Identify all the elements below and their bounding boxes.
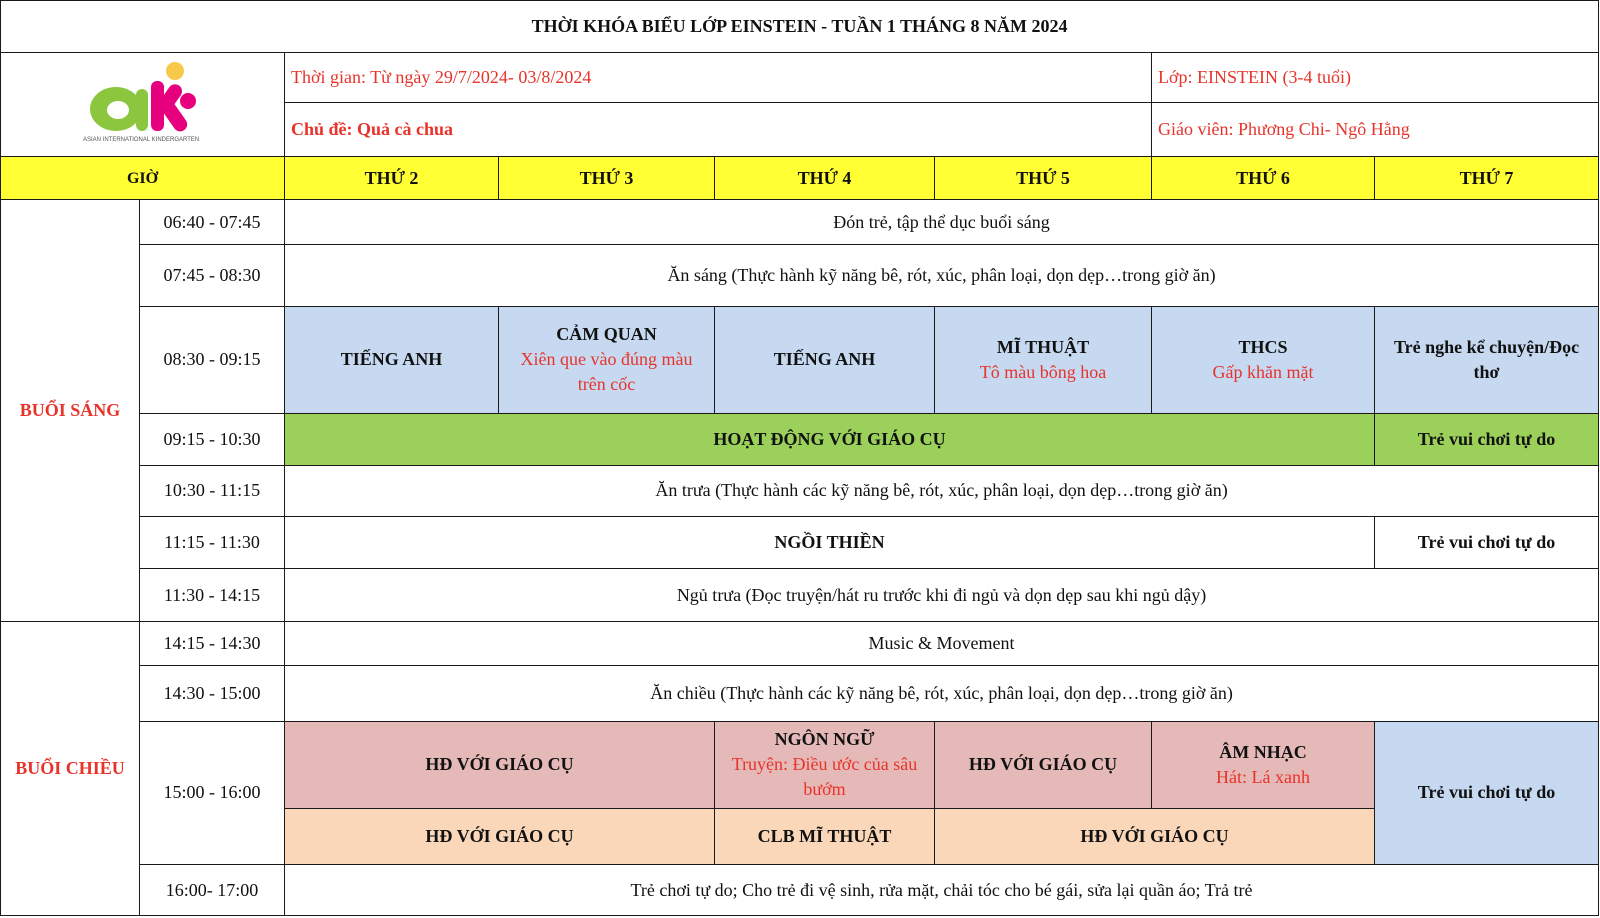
info-teacher: Giáo viên: Phương Chi- Ngô Hằng [1152, 103, 1599, 157]
activity-title: TIẾNG ANH [340, 349, 443, 370]
activity-title: TIẾNG ANH [773, 349, 876, 370]
activity-title: THCS [1238, 336, 1288, 357]
activity-detail: Hát: Lá xanh [1216, 766, 1310, 787]
activity-cell: Ăn chiều (Thực hành các kỹ năng bê, rót, xúc, phân loại, dọn dẹp…trong giờ ăn) [285, 665, 1599, 721]
activity-cell: NGỒI THIỀN [285, 517, 1375, 569]
page-title: THỜI KHÓA BIỂU LỚP EINSTEIN - TUẦN 1 THÁNG 8 NĂM 2024 [1, 1, 1599, 53]
activity-detail: Gấp khăn mặt [1212, 361, 1314, 382]
activity-cell: CLB MĨ THUẬT [715, 808, 935, 865]
activity-cell: HĐ VỚI GIÁO CỤ [285, 808, 715, 865]
activity-cell [499, 306, 715, 413]
aik-logo-icon [78, 61, 208, 147]
activity-cell: Trẻ vui chơi tự do [1375, 517, 1599, 569]
time-slot: 11:15 - 11:30 [140, 517, 285, 569]
time-slot: 06:40 - 07:45 [140, 200, 285, 245]
session-morning: BUỔI SÁNG [1, 200, 140, 622]
activity-cell: HĐ VỚI GIÁO CỤ [935, 808, 1375, 865]
activity-cell [1152, 721, 1375, 808]
activity-cell: Music & Movement [285, 622, 1599, 666]
activity-cell: Ăn sáng (Thực hành kỹ năng bê, rót, xúc, phân loại, dọn dẹp…trong giờ ăn) [285, 244, 1599, 306]
activity-cell: Trẻ chơi tự do; Cho trẻ đi vệ sinh, rửa mặt, chải tóc cho bé gái, sửa lại quần áo; Trả trẻ [285, 865, 1599, 916]
activity-title: NGÔN NGỮ [774, 729, 875, 750]
activity-title: Trẻ nghe kể chuyện/Đọc thơ [1393, 336, 1580, 382]
time-slot: 09:15 - 10:30 [140, 413, 285, 465]
time-slot: 15:00 - 16:00 [140, 721, 285, 865]
activity-cell [1375, 306, 1599, 413]
activity-cell: Đón trẻ, tập thể dục buổi sáng [285, 200, 1599, 245]
activity-cell: Trẻ vui chơi tự do [1375, 721, 1599, 865]
activity-detail: Xiên que vào đúng màu trên cốc [520, 349, 693, 395]
time-slot: 10:30 - 11:15 [140, 465, 285, 517]
info-theme: Chủ đề: Quả cà chua [285, 103, 1152, 157]
time-slot: 16:00- 17:00 [140, 865, 285, 916]
session-afternoon: BUỔI CHIỀU [1, 622, 140, 916]
header-day: THỨ 4 [715, 156, 935, 200]
activity-cell [715, 306, 935, 413]
activity-cell: Ăn trưa (Thực hành các kỹ năng bê, rót, xúc, phân loại, dọn dẹp…trong giờ ăn) [285, 465, 1599, 517]
activity-cell: HĐ VỚI GIÁO CỤ [285, 721, 715, 808]
time-slot: 14:30 - 15:00 [140, 665, 285, 721]
logo-text: ASIAN INTERNATIONAL KINDERGARTEN [82, 137, 199, 144]
activity-title: CẢM QUAN [556, 324, 657, 345]
activity-cell: Trẻ vui chơi tự do [1375, 413, 1599, 465]
header-day: THỨ 6 [1152, 156, 1375, 200]
header-day: THỨ 7 [1375, 156, 1599, 200]
activity-detail: Truyện: Điều ước của sâu bướm [731, 754, 918, 800]
time-slot: 11:30 - 14:15 [140, 568, 285, 622]
time-slot: 08:30 - 09:15 [140, 306, 285, 413]
activity-detail: Tô màu bông hoa [979, 361, 1107, 382]
header-day: THỨ 5 [935, 156, 1152, 200]
activity-cell: HOẠT ĐỘNG VỚI GIÁO CỤ [285, 413, 1375, 465]
time-slot: 07:45 - 08:30 [140, 244, 285, 306]
activity-cell: HĐ VỚI GIÁO CỤ [935, 721, 1152, 808]
activity-cell [285, 306, 499, 413]
activity-cell: Ngủ trưa (Đọc truyện/hát ru trước khi đi ngủ và dọn dẹp sau khi ngủ dậy) [285, 568, 1599, 622]
activity-title: MĨ THUẬT [996, 336, 1090, 357]
header-day: THỨ 3 [499, 156, 715, 200]
info-class: Lớp: EINSTEIN (3-4 tuổi) [1152, 52, 1599, 103]
header-hour: GIỜ [1, 156, 285, 200]
activity-cell [715, 721, 935, 808]
activity-title: ÂM NHẠC [1219, 741, 1307, 762]
time-slot: 14:15 - 14:30 [140, 622, 285, 666]
info-time: Thời gian: Từ ngày 29/7/2024- 03/8/2024 [285, 52, 1152, 103]
logo [1, 52, 285, 156]
header-day: THỨ 2 [285, 156, 499, 200]
activity-cell [1152, 306, 1375, 413]
activity-cell [935, 306, 1152, 413]
